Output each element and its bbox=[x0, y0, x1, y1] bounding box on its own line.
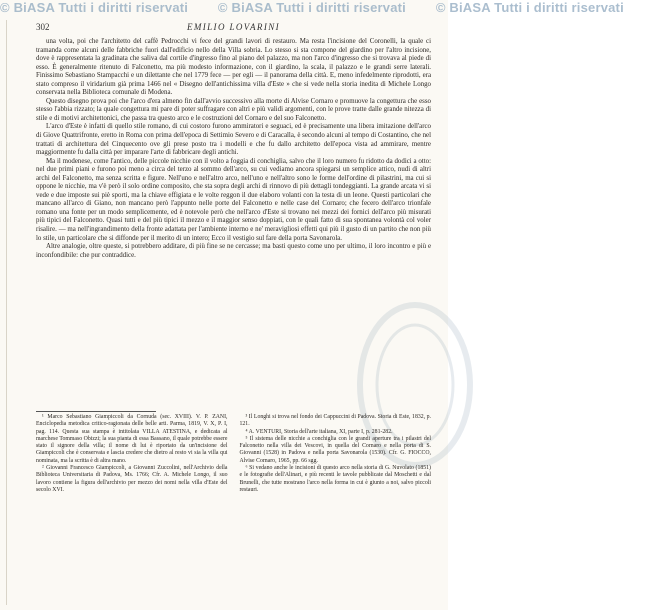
page-edge-line bbox=[6, 20, 7, 605]
page-number: 302 bbox=[36, 22, 50, 32]
footnote: ³ Il Longhi si trova nel fondo dei Cappuccini di Padova. Storia di Este, 1832, p. 121. bbox=[239, 414, 431, 428]
footnote: ⁶ Si vedano anche le incisioni di questo arco nella storia di G. Nuvolato (1851) e le fotografie dell'Alinari, e più recenti le tavole pubblicate dal Moschetti e dal Brunelli, che tutte mostrano l'arco nella forma in cui è giunto a noi, salvo piccoli restauri. bbox=[239, 465, 431, 493]
footnotes bbox=[36, 414, 431, 494]
body-paragraph: Questo disegno prova poi che l'arco d'era almeno fin dall'avvio successivo alla morte di Alvise Cornaro e promuove la congettura che esso stesso l'abbia rizzato; la quale congettura mi pare di poter suffragare con altri e più validi argomenti, con le prove tratte dalle grande nitezza di stile e di motivi architettonici, che passa tra questo arco e le costruzioni del Cornaro e del suo Falconetto. bbox=[36, 97, 431, 122]
watermark-text: © BiASA Tutti i diritti riservati bbox=[217, 0, 406, 15]
watermark-text: © BiASA Tutti i diritti riservati bbox=[0, 0, 189, 15]
running-title: EMILIO LOVARINI bbox=[186, 22, 281, 32]
footnote: ¹ Marco Sebastiano Giampiccoli da Cornuda (sec. XVIII). V. P. ZANI, Enciclopedia metodica critico-ragionata delle belle arti. Parma, 1819, V. X, P. I, pag. 114. Questa sua stampa è intitolata VILLA ATESTINA, e dedicata al marchese Tommaso Obizzi; la sua pianta di essa Bassano, il quale potrebbe essere stato il signore della villa; il nome di lui è riportato da un'incisione del Giampiccoli che è conservata e lascia credere che dietro al resto vi sia la villa qui nominata, ma la scritta è di altra mano. bbox=[36, 414, 228, 464]
footnote: ⁵ Il sistema delle nicchie a conchiglia con le grandi aperture tra i pilastri del Falconetto nella villa dei Vescovi, in quella del Cornaro e nella porta di S. Giovanni (1528) in Padova e nella porta Savonarola (1530). Cfr. G. FIOCCO, Alvise Cornaro, 1965, pp. 66 sgg. bbox=[239, 435, 431, 464]
body-text bbox=[36, 38, 431, 260]
footnote-rule bbox=[36, 411, 156, 412]
footnote: ⁴ A. VENTURI, Storia dell'arte italiana, XI, parte I, p. 281-282. bbox=[245, 428, 393, 435]
body-paragraph: L'arco d'Este è infatti di quello stile romano, di cui costoro furono ammiratori e seguaci, ed è precisamente una libera imitazione dell'arco di Giove Quattrifronte, eretto in Roma con prima dell'epoca di Settimio Severo e di Caracalla, è secondo alcuni al tempo di Costantino, che nel trattati di architettura del Cinquecento ove gli prese posto tra i modelli e che fu dallo architetto dell'epoca vista ad ammirare, mentre maggiormente fu dalla città per imparare l'arte di fabbricare degli antichi. bbox=[36, 123, 431, 157]
body-paragraph: Altre analogie, oltre queste, si potrebbero additare, di più fine se ne cercasse; ma basti questo come uno per ultimo, il loro incontro e più e inconfondibile: che pur contraddice. bbox=[36, 243, 431, 259]
watermark-strip bbox=[0, 0, 624, 16]
watermark-text: © BiASA Tutti i diritti riservati bbox=[435, 0, 624, 15]
footnote: ² Giovanni Francesco Giampiccoli, a Giovanni Zuccolini, nell'Archivio della Biblioteca Universitaria di Padova, Ms. 1766; Cfr. A. Michele Longo, il suo lavoro contiene la figura dell'archivio per mezzo dei nomi nella villa d'Este del secolo XVI. bbox=[36, 465, 228, 493]
page-header bbox=[36, 22, 431, 36]
body-paragraph: una volta, poi che l'architetto del caffè Pedrocchi vi fece del grandi lavori di restauro. Ma resta l'incisione del Coronelli, la quale ci tramanda come alcuni delle fabbriche fuori dall'edificio nello della Villa sobria. Lo stesso si sta compone del giardino per l'altro incisione, dove è rappresentata la gradinata che saliva dal cortile d'ingresso fino al piano del palazzo, ma non l'arco d'ingresso che si trovava al piede di esso. È generalmente ritenuto di Falconetto, ma più modesto informazione, con il giardino, la scala, il palazzo e le grandi serre laterali. Finissimo Sebastiano Stampacchi e un dilettante che nel 1779 fece — per egli — il panorama della città. E, meno infedelmente riprodotti, era stato compreso il viridarium già prima 1466 nel « Disegno dell'antichissima villa d'Este » che si vede nella storia inedita di Michele Longo conservata nella Biblioteca comunale di Modena. bbox=[36, 38, 431, 97]
body-paragraph: Ma il modenese, come l'antico, delle piccole nicchie con il volto a foggia di conchiglia, salvo che il loro numero fu ridotto da dodici a otto: nel due primi piani e furono poi meno a circa del terzo al sommo dell'arco, su cui vediamo ancora spiegarsi un semplice attico, nudi di altri archi del Falconetto, ma senza scritta e figure. Nell'uno e nell'altro arco, nell'uno e nell'altro sono le forme dell'ordine di pilastrini, ma cui si oppone le nicchie, ma v'è però il solo ordine composito, che sta sopra degli archi di rinnovo di più dettagli tondeggianti. La grande arcata vi si vede e due imposte sui piè sporti, ma la chiave effigiata e le volte reggon il due elaboro volanti con la testa di un leone. Questi particolari che mancano all'arco di Giano, non mancano però l'appunto nelle porte del Falconetto e nelle case del Cornaro; che fecero dell'arco trionfale romano una fonte per un modo semplicemente, ed è notevole però che nell'arco d'Este si trovano nei mezzi dei fornici dell'arco più misurati più tipici del Falconetto. Quasi tutti e del più tipici il mezzo e il maggior senso doppiati, con le quali fatto di sua spontanea volontà col voler risalire. — ma nell'ingrandimento della fronte adattata per l'ambiente interno e ne' meravigliosi effetti qui più il gusto di un partito che non più lo stile, un particolare che si diffonde per il merito di un intero; Ecco il vestigio sul fare della porta Savonarola. bbox=[36, 157, 431, 242]
